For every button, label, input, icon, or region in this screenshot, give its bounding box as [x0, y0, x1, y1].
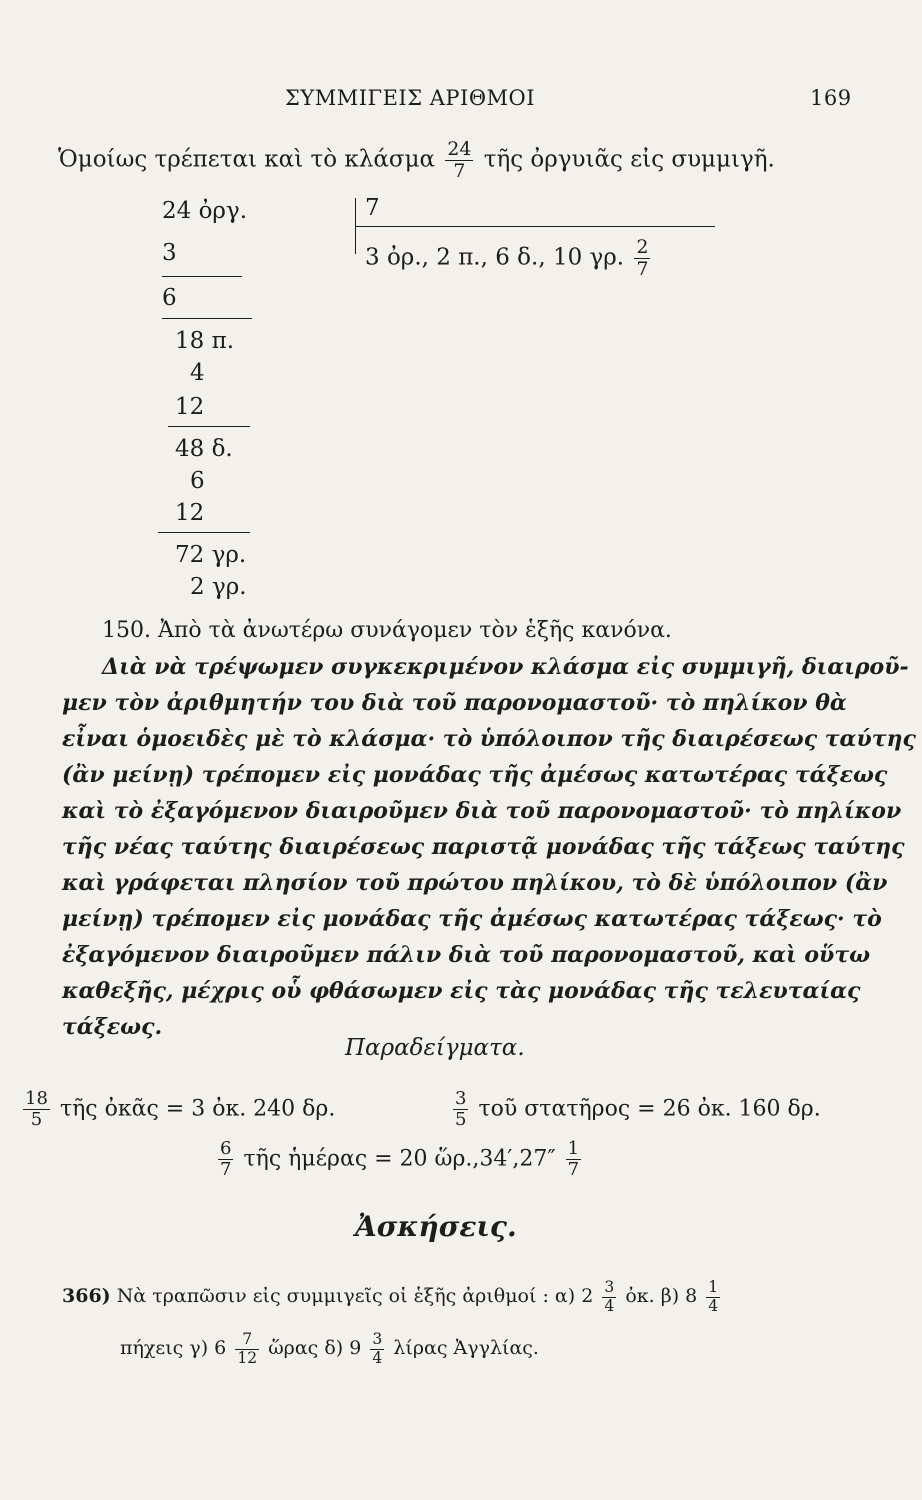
calc-left-10: 2 γρ.: [190, 574, 247, 600]
example-3-frac2-num: 1: [567, 1138, 580, 1159]
calc-rule-2: [162, 318, 252, 319]
rule-line-5: τῆς νέας ταύτης διαιρέσεως παριστᾷ μονάδας τῆς τάξεως ταύτης: [62, 834, 905, 860]
calc-left-8: 12: [175, 500, 205, 526]
example-1: [20, 1090, 335, 1129]
exercise-366-frac-3-num: 7: [235, 1332, 259, 1350]
calc-left-1: 3: [162, 240, 177, 266]
intro-frac-den: 7: [453, 159, 466, 182]
section-number: 150.: [102, 618, 151, 643]
page-header-title: ΣΥΜΜΙΓΕΙΣ ΑΡΙΘΜΟΙ: [285, 86, 536, 110]
example-2-fraction: [453, 1090, 468, 1129]
rule-line-9: καθεξῆς, μέχρις οὗ φθάσωμεν εἰς τὰς μονάδας τῆς τελευταίας: [62, 978, 861, 1004]
exercises-heading: Ἀσκήσεις.: [355, 1210, 517, 1243]
exercise-366-text-4: ὥρας δ) 9: [268, 1337, 362, 1360]
intro-text-before: Ὁμοίως τρέπεται καὶ τὸ κλάσμα: [58, 146, 436, 173]
example-3-fraction: [218, 1140, 233, 1179]
rule-line-10: τάξεως.: [62, 1014, 163, 1040]
rule-line-8: ἐξαγόμενον διαιροῦμεν πάλιν διὰ τοῦ παρονομαστοῦ, καὶ οὕτω: [62, 942, 871, 968]
exercise-366-frac-4-num: 3: [372, 1330, 383, 1348]
intro-text-after: τῆς ὀργυιᾶς εἰς συμμιγῆ.: [483, 146, 775, 173]
example-3-fraction-2: [566, 1140, 581, 1179]
exercise-366-frac-3-den: 12: [237, 1348, 258, 1367]
intro-line: [58, 140, 775, 181]
exercise-366-frac-4: [370, 1332, 384, 1366]
rule-line-3: (ἂν μείνῃ) τρέπομεν εἰς μονάδας τῆς ἀμέσως κατωτέρας τάξεως: [62, 762, 888, 788]
calc-rule-4: [158, 532, 250, 533]
calc-left-5: 12: [175, 394, 205, 420]
example-3-frac-num: 6: [220, 1138, 232, 1159]
example-1-frac-den: 5: [30, 1109, 43, 1131]
rule-line-0: Διὰ νὰ τρέψωμεν συγκεκριμένον κλάσμα εἰς συμμιγῆ, διαιροῦ-: [102, 654, 909, 680]
exercise-366-text-2: ὀκ. β) 8: [625, 1285, 698, 1308]
calc-divisor: 7: [365, 195, 380, 221]
rule-line-4: καὶ τὸ ἐξαγόμενον διαιροῦμεν διὰ τοῦ παρονομαστοῦ· τὸ πηλίκον: [62, 798, 902, 824]
example-3-text: τῆς ἡμέρας = 20 ὥρ.,34′,27″: [243, 1146, 556, 1172]
intro-frac-num: 24: [447, 138, 472, 160]
exercise-366-text-1: Νὰ τραπῶσιν εἰς συμμιγεῖς οἱ ἑξῆς ἀριθμοί : α) 2: [116, 1285, 594, 1308]
rule-line-2: εἶναι ὁμοειδὲς μὲ τὸ κλάσμα· τὸ ὑπόλοιπον τῆς διαιρέσεως ταύτης: [62, 726, 916, 752]
intro-fraction: [445, 140, 473, 181]
example-2-text: τοῦ στατῆρος = 26 ὀκ. 160 δρ.: [478, 1096, 821, 1122]
rule-line-6: καὶ γράφεται πλησίον τοῦ πρώτου πηλίκου, τὸ δὲ ὑπόλοιπον (ἂν: [62, 870, 888, 896]
calc-left-0: 24 ὀργ.: [162, 198, 248, 224]
page-number: 169: [810, 86, 852, 110]
exercise-366-text-3: πήχεις γ) 6: [120, 1337, 227, 1360]
calc-divider-horizontal: [355, 226, 715, 227]
example-1-frac-num: 18: [25, 1088, 48, 1109]
exercise-366-frac-1: [602, 1280, 616, 1314]
example-3: [215, 1140, 584, 1179]
calc-left-7: 6: [190, 468, 205, 494]
calc-result: [365, 238, 653, 279]
exercise-366-frac-2-num: 1: [708, 1278, 719, 1296]
exercise-366-frac-4-den: 4: [372, 1348, 383, 1367]
rule-line-1: μεν τὸν ἀριθμητήν του διὰ τοῦ παρονομαστοῦ· τὸ πηλίκον θὰ: [62, 690, 847, 716]
exercise-366-text-5: λίρας Ἀγγλίας.: [393, 1337, 539, 1360]
exercise-366-line-2: [120, 1332, 539, 1366]
exercise-366-label: 366): [62, 1285, 111, 1308]
exercise-366-frac-2: [706, 1280, 720, 1314]
calc-rule-3: [168, 426, 250, 427]
exercise-366-frac-1-num: 3: [604, 1278, 615, 1296]
exercise-366-line-1: [62, 1280, 723, 1314]
exercise-366-frac-3: [235, 1332, 259, 1366]
example-1-text: τῆς ὀκᾶς = 3 ὀκ. 240 δρ.: [59, 1096, 336, 1122]
calc-result-fraction: [634, 238, 650, 279]
example-2-frac-den: 5: [455, 1109, 467, 1131]
example-2-frac-num: 3: [455, 1088, 467, 1109]
calc-left-6: 48 δ.: [175, 436, 233, 462]
example-3-frac-den: 7: [220, 1159, 232, 1181]
rule-line-7: μείνῃ) τρέπομεν εἰς μονάδας τῆς ἀμέσως κατωτέρας τάξεως· τὸ: [62, 906, 882, 932]
calc-result-frac-num: 2: [636, 236, 649, 258]
section-lead-line: [102, 618, 672, 643]
example-3-frac2-den: 7: [567, 1159, 580, 1181]
calc-result-text: 3 ὀρ., 2 π., 6 δ., 10 γρ.: [365, 244, 625, 271]
exercise-366-frac-1-den: 4: [604, 1296, 615, 1315]
exercise-366-frac-2-den: 4: [708, 1296, 719, 1315]
calc-rule-1: [162, 276, 242, 277]
example-1-fraction: [23, 1090, 50, 1129]
calc-left-2: 6: [162, 285, 177, 311]
calc-result-frac-den: 7: [636, 257, 649, 280]
examples-heading: Παραδείγματα.: [345, 1035, 525, 1061]
section-lead: Ἀπὸ τὰ ἀνωτέρω συνάγομεν τὸν ἑξῆς κανόνα.: [157, 618, 672, 643]
example-2: [450, 1090, 821, 1129]
calc-left-9: 72 γρ.: [175, 542, 247, 568]
calc-left-4: 4: [190, 360, 205, 386]
calc-left-3: 18 π.: [175, 328, 235, 354]
